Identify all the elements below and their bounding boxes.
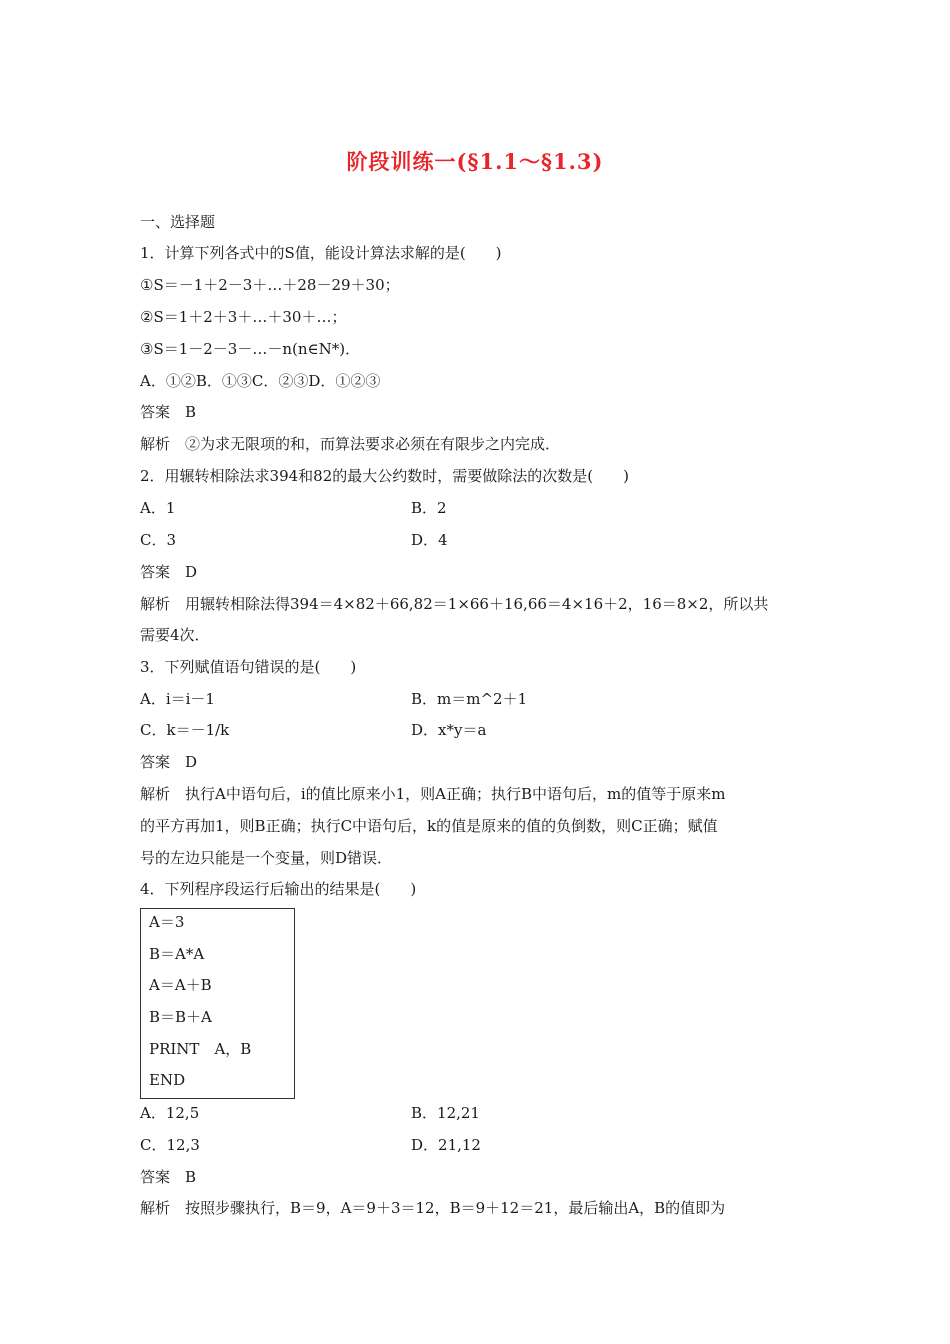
question-2-option-b: B．2 bbox=[411, 499, 447, 517]
question-3-stem: 3．下列赋值语句错误的是( ) bbox=[140, 658, 357, 676]
question-4-option-c: C．12,3 bbox=[140, 1136, 200, 1154]
question-4-analysis: 解析 按照步骤执行，B＝9，A＝9＋3＝12，B＝9＋12＝21，最后输出A，B的值即为 bbox=[140, 1199, 726, 1217]
question-4-option-b: B．12,21 bbox=[411, 1104, 480, 1122]
question-2-stem: 2．用辗转相除法求394和82的最大公约数时，需要做除法的次数是( ) bbox=[140, 467, 629, 485]
question-2-option-c: C．3 bbox=[140, 531, 177, 549]
question-3-option-a: A．i＝i－1 bbox=[140, 690, 215, 708]
question-3-option-c: C．k＝－1/k bbox=[140, 721, 230, 739]
question-1-options: A．①②B．①③C．②③D．①②③ bbox=[140, 372, 381, 390]
page-title: 阶段训练一(§1.1～§1.3) bbox=[346, 149, 604, 174]
code-line-6: END bbox=[149, 1071, 186, 1089]
code-line-4: B＝B＋A bbox=[149, 1008, 212, 1026]
question-1-stem: 1．计算下列各式中的S值，能设计算法求解的是( ) bbox=[140, 244, 502, 262]
code-line-2: B＝A*A bbox=[149, 945, 205, 963]
question-2-answer: 答案 D bbox=[140, 563, 198, 581]
question-4-option-d: D．21,12 bbox=[411, 1136, 481, 1154]
section-heading: 一、选择题 bbox=[140, 213, 216, 231]
code-line-3: A＝A＋B bbox=[149, 976, 212, 994]
question-3-analysis-line-1: 解析 执行A中语句后，i的值比原来小1，则A正确；执行B中语句后，m的值等于原来m bbox=[140, 785, 726, 803]
code-line-1: A＝3 bbox=[149, 913, 185, 931]
question-1-analysis: 解析 ②为求无限项的和，而算法要求必须在有限步之内完成． bbox=[140, 435, 561, 453]
question-1-item-1: ①S＝－1＋2－3＋…＋28－29＋30； bbox=[140, 276, 400, 294]
question-2-option-d: D．4 bbox=[411, 531, 448, 549]
question-4-stem: 4．下列程序段运行后输出的结果是( ) bbox=[140, 880, 417, 898]
question-3-analysis-line-3: 号的左边只能是一个变量，则D错误． bbox=[140, 849, 393, 867]
question-3-option-d: D．x*y＝a bbox=[411, 721, 487, 739]
question-1-answer: 答案 B bbox=[140, 403, 197, 421]
question-1-item-3: ③S＝1－2－3－…－n(n∈N*)． bbox=[140, 340, 361, 358]
question-3-option-b: B．m＝m^2＋1 bbox=[411, 690, 528, 708]
question-3-analysis-line-2: 的平方再加1，则B正确；执行C中语句后，k的值是原来的值的负倒数，则C正确；赋值 bbox=[140, 817, 718, 835]
question-4-option-a: A．12,5 bbox=[140, 1104, 200, 1122]
code-line-5: PRINT A，B bbox=[149, 1040, 252, 1058]
question-4-answer: 答案 B bbox=[140, 1168, 197, 1186]
question-3-answer: 答案 D bbox=[140, 753, 198, 771]
question-2-analysis-line-2: 需要4次． bbox=[140, 626, 210, 644]
question-2-option-a: A．1 bbox=[140, 499, 176, 517]
question-2-analysis-line-1: 解析 用辗转相除法得394＝4×82＋66,82＝1×66＋16,66＝4×16＋2，16＝8×2，所以共 bbox=[140, 595, 769, 613]
question-1-item-2: ②S＝1＋2＋3＋…＋30＋…； bbox=[140, 308, 347, 326]
program-code-box bbox=[140, 908, 295, 1099]
